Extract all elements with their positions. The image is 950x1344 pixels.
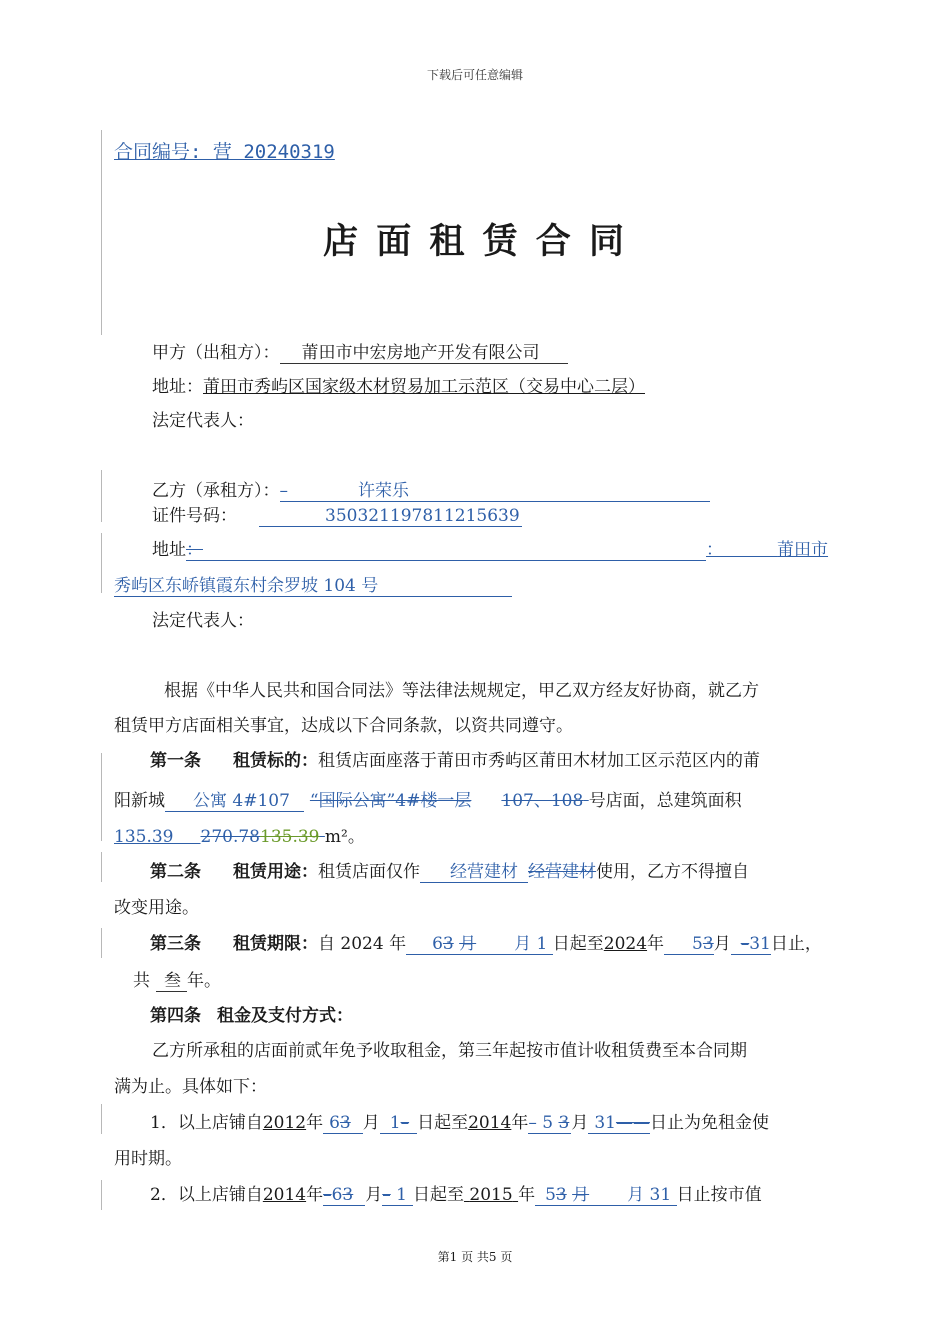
party-b-rep: 法定代表人： — [152, 611, 254, 631]
text: 月 — [362, 1113, 380, 1133]
party-b-line — [152, 476, 710, 502]
contract-number: 合同编号: 营 20240319 — [114, 141, 335, 163]
change-bar — [101, 1180, 102, 1210]
end-year: 2024 — [603, 934, 648, 954]
month: – 5 3 — [528, 1113, 570, 1133]
party-a-address: 莆田市秀屿区国家级木材贸易加工示范区（交易中心二层） — [203, 377, 645, 397]
area-old: 270.78 — [200, 827, 260, 847]
usage-inserted: 经营建材 — [420, 857, 528, 883]
article-4-p1: 乙方所承租的店面前贰年免予收取租金，第三年起按市值计收租赁费至本合同期 — [152, 1041, 747, 1061]
text: 使用，乙方不得擅自 — [596, 862, 749, 882]
party-b-address-a: 莆田市 — [777, 540, 829, 560]
day: 31—— — [588, 1113, 650, 1134]
month: 53 月 月 31 — [535, 1180, 677, 1206]
month: –63 — [323, 1185, 365, 1206]
inserted-unit: 公寓 4#107 — [165, 786, 304, 812]
lease-years: 叁 — [156, 966, 187, 992]
article-1-text: 租赁店面座落于莆田市秀屿区莆田木材加工区示范区内的莆 — [318, 751, 760, 771]
start-month: 63 月 月 1 — [406, 929, 553, 955]
text: 月 — [713, 934, 731, 954]
area-new: 135.39 — [114, 827, 174, 847]
text: 月 — [365, 1185, 383, 1205]
preamble-line1: 根据《中华人民共和国合同法》等法律法规规定，甲乙双方经友好协商，就乙方 — [164, 681, 759, 701]
change-bar — [101, 1104, 102, 1134]
article-1-line1 — [150, 746, 760, 771]
text: 号店面，总建筑面积 — [588, 791, 742, 811]
change-bar — [101, 533, 102, 593]
party-a-rep: 法定代表人： — [152, 411, 254, 431]
article-1-line3 — [114, 822, 365, 847]
party-b-id-line — [152, 501, 522, 527]
year: 2014 — [468, 1113, 512, 1133]
party-b-id: 350321197811215639 — [259, 506, 522, 527]
end-month: 53 — [664, 934, 714, 955]
text: 日止为免租金使 — [649, 1113, 769, 1133]
change-bar — [101, 753, 102, 841]
party-a-line — [152, 338, 568, 364]
change-bar — [101, 928, 102, 958]
party-b-label: 乙方（承租方）： — [152, 481, 280, 501]
article-2-line2: 改变用途。 — [114, 898, 199, 918]
text: 日止， — [770, 934, 822, 954]
change-bar — [101, 852, 102, 882]
document-title: 店 面 租 赁 合 同 — [323, 221, 627, 262]
address-label: 地址： — [152, 377, 203, 397]
month: 63 — [323, 1113, 363, 1134]
article-3-line2 — [133, 966, 221, 992]
header-note: 下载后可任意编辑 — [426, 68, 523, 82]
party-b-address-b: 秀屿区东峤镇霞东村余罗坡 104 号 — [114, 571, 512, 597]
text: 租赁店面仅作 — [318, 862, 420, 882]
area-green: 135.39 — [260, 827, 320, 847]
text: 自 2024 年 — [318, 934, 407, 954]
party-b-address-line: 地址： ： 莆田市 — [152, 535, 828, 561]
party-a-label: 甲方（出租方）： — [152, 343, 280, 363]
article-4-heading — [150, 1001, 353, 1026]
text: 月 — [571, 1113, 589, 1133]
year: 2014 — [262, 1185, 307, 1205]
page-number: 第1 页 共5 页 — [437, 1250, 513, 1264]
article-4-item1 — [150, 1108, 769, 1134]
year: 2015 — [469, 1185, 513, 1205]
text: 阳新城 — [114, 791, 165, 811]
party-a-address-line — [152, 372, 645, 397]
article-1-head: 第一条 — [150, 751, 201, 771]
text: 日起至 — [412, 1185, 464, 1205]
usage-deleted: 经营建材 — [528, 862, 596, 882]
text: 年 — [518, 1185, 536, 1205]
text: 共 — [133, 971, 150, 991]
party-b-name-field: – 许荣乐 — [280, 476, 710, 502]
day: 1– — [380, 1113, 417, 1134]
article-4-p2: 满为止。具体如下： — [114, 1077, 267, 1097]
party-a-name: 莆田市中宏房地产开发有限公司 — [280, 338, 568, 364]
change-bar — [101, 470, 102, 522]
article-3-title: 租赁期限： — [233, 934, 318, 954]
article-1-line2 — [114, 786, 742, 812]
address-label: 地址 — [152, 540, 186, 560]
text: 日起至 — [552, 934, 604, 954]
article-4-item2 — [150, 1180, 762, 1206]
text: 1．以上店铺自 — [150, 1113, 263, 1133]
article-3-line1 — [150, 929, 822, 955]
text: 日止按市值 — [676, 1185, 762, 1205]
article-2-line1 — [150, 857, 749, 883]
text: 年 — [511, 1113, 529, 1133]
text: 年 — [306, 1185, 324, 1205]
id-label: 证件号码： — [152, 506, 237, 526]
end-day: –31 — [731, 934, 771, 955]
article-4-title: 租金及支付方式： — [217, 1006, 353, 1026]
deleted-number: 107、108 — [501, 791, 584, 811]
article-3-head: 第三条 — [150, 934, 201, 954]
text: 年 — [306, 1113, 324, 1133]
day: – 1 — [382, 1185, 413, 1206]
article-4-head: 第四条 — [150, 1006, 201, 1026]
party-b-address-cont — [114, 571, 512, 597]
article-2-head: 第二条 — [150, 862, 201, 882]
text: 日起至 — [417, 1113, 469, 1133]
article-2-title: 租赁用途： — [233, 862, 318, 882]
article-1-title: 租赁标的： — [233, 751, 318, 771]
text: 2．以上店铺自 — [150, 1185, 263, 1205]
text: 年。 — [187, 971, 221, 991]
preamble-line2: 租赁甲方店面相关事宜，达成以下合同条款，以资共同遵守。 — [114, 716, 573, 736]
area-unit: m²。 — [324, 827, 365, 847]
year: 2012 — [262, 1113, 307, 1133]
text: 年 — [647, 934, 665, 954]
article-4-item1-cont: 用时期。 — [114, 1149, 182, 1169]
deleted-unit: “国际公寓”4#楼一层 — [309, 791, 472, 811]
